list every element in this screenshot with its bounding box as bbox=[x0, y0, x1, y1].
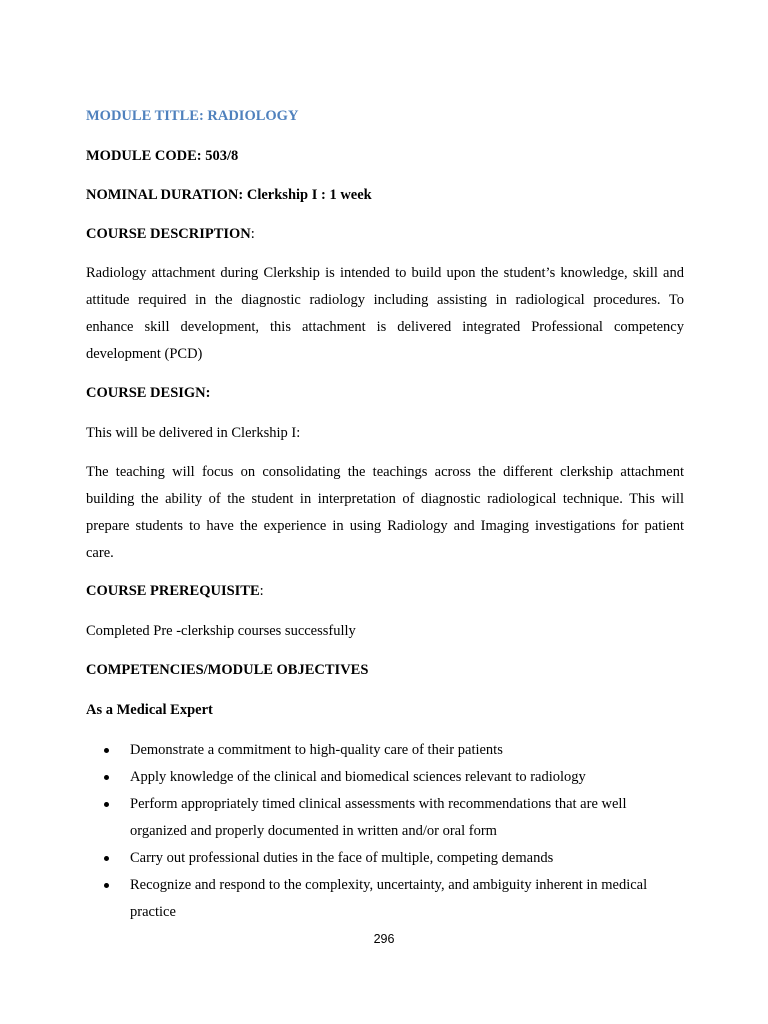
module-code: MODULE CODE: 503/8 bbox=[86, 148, 239, 164]
nominal-duration bbox=[86, 182, 684, 209]
paragraph-line: The teaching will focus on consolidating the teachings across the different clerkship attachment bbox=[86, 464, 684, 480]
bullet-icon bbox=[104, 748, 109, 753]
bullet-icon bbox=[104, 883, 109, 888]
course-description-title: COURSE DESCRIPTION bbox=[86, 226, 251, 242]
page-number: 296 bbox=[373, 932, 395, 946]
paragraph-line: prepare students to have the experience in using Radiology and Imaging investigations for patient bbox=[86, 518, 684, 534]
objective-item bbox=[86, 791, 684, 845]
objective-item bbox=[86, 737, 684, 764]
course-prerequisite-colon: : bbox=[259, 583, 264, 599]
course-prerequisite-heading bbox=[86, 578, 684, 605]
bullet-icon bbox=[104, 802, 109, 807]
module-title: MODULE TITLE: RADIOLOGY bbox=[86, 108, 299, 124]
medical-expert-subheading: As a Medical Expert bbox=[86, 702, 213, 718]
objective-text-line: Perform appropriately timed clinical assessments with recommendations that are well bbox=[130, 796, 627, 812]
course-prerequisite-text: Completed Pre -clerkship courses successfully bbox=[86, 623, 356, 639]
course-description-paragraph bbox=[86, 260, 684, 368]
bullet-icon bbox=[104, 856, 109, 861]
nominal-duration-value: Clerkship I : 1 week bbox=[246, 187, 372, 203]
objective-item bbox=[86, 764, 684, 791]
paragraph-line: building the ability of the student in interpretation of diagnostic radiological technique. This will bbox=[86, 491, 684, 507]
objective-text-line: Demonstrate a commitment to high-quality care of their patients bbox=[130, 742, 503, 758]
nominal-duration-label: NOMINAL DURATION: bbox=[86, 187, 247, 203]
objective-item bbox=[86, 872, 684, 926]
objective-text-line: Apply knowledge of the clinical and biomedical sciences relevant to radiology bbox=[130, 769, 586, 785]
objective-text-line: organized and properly documented in written and/or oral form bbox=[130, 823, 497, 839]
competencies-heading: COMPETENCIES/MODULE OBJECTIVES bbox=[86, 662, 369, 678]
objective-text-line: practice bbox=[130, 904, 176, 920]
objectives-list bbox=[86, 737, 684, 926]
objective-text-line: Carry out professional duties in the face of multiple, competing demands bbox=[130, 850, 554, 866]
objective-text-line: Recognize and respond to the complexity, uncertainty, and ambiguity inherent in medical bbox=[130, 877, 648, 893]
bullet-icon bbox=[104, 775, 109, 780]
paragraph-line: Radiology attachment during Clerkship is intended to build upon the student’s knowledge, skill and bbox=[86, 265, 684, 281]
course-design-heading: COURSE DESIGN: bbox=[86, 385, 211, 401]
course-description-colon: : bbox=[250, 226, 255, 242]
course-prerequisite-title: COURSE PREREQUISITE bbox=[86, 583, 260, 599]
paragraph-line: attitude required in the diagnostic radiology including assisting in radiological procedures. To bbox=[86, 292, 684, 308]
paragraph-line: development (PCD) bbox=[86, 346, 203, 362]
objective-item bbox=[86, 845, 684, 872]
paragraph-line: enhance skill development, this attachment is delivered integrated Professional competency bbox=[86, 319, 684, 335]
bullet-list bbox=[86, 737, 684, 926]
paragraph-line: care. bbox=[86, 545, 114, 561]
course-design-paragraph bbox=[86, 459, 684, 567]
course-description-heading bbox=[86, 221, 684, 248]
course-design-intro: This will be delivered in Clerkship I: bbox=[86, 425, 301, 441]
